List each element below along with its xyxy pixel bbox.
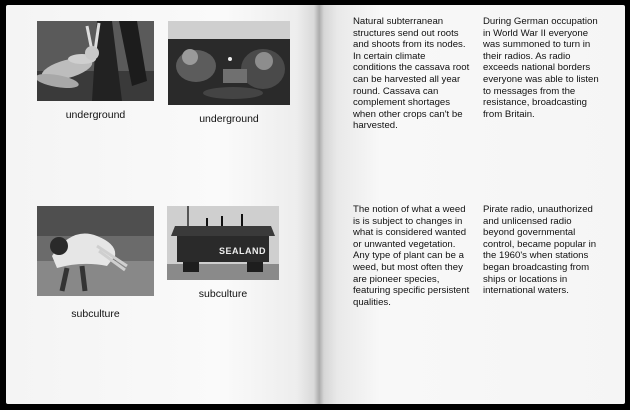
cassava-paragraph: Natural subterranean structures send out roots and shoots from its nodes. In certain climate conditions the cassava root can be harvested all year round. Cassava can complement shortages when other crops can't be harvested. — [353, 16, 470, 132]
photo-caption: subculture — [198, 288, 248, 300]
person-planting-in-soil-icon — [37, 206, 154, 296]
sealand-sea-fort-icon — [167, 206, 279, 280]
people-around-radio-icon — [168, 21, 290, 105]
book-gutter — [314, 5, 324, 404]
left-page — [6, 5, 319, 404]
right-page — [319, 5, 625, 404]
hands-pulling-cassava-roots-icon — [37, 21, 154, 101]
pirate-radio-paragraph: Pirate radio, unauthorized and unlicensed radio beyond governmental control, became popular in the 1960's when stations began broadcasting from ships or locations in international waters. — [483, 204, 597, 297]
weed-paragraph: The notion of what a weed is is subject to changes in what is considered wanted or unwanted vegetation. Any type of plant can be a weed, but most often they are pioneer species, featuring specific persistent qualities. — [353, 204, 470, 308]
photo-caption: subculture — [71, 308, 120, 320]
photo-caption: underground — [199, 113, 259, 125]
sealand-sign-label: SEALAND — [219, 246, 267, 256]
radio-occupation-paragraph: During German occupation in World War II everyone was summoned to turn in their radios. As radio exceeds national borders everyone was able to listen to messages from the resistance, broadcasting from Britain. — [483, 16, 599, 120]
photo-caption: underground — [65, 109, 126, 121]
